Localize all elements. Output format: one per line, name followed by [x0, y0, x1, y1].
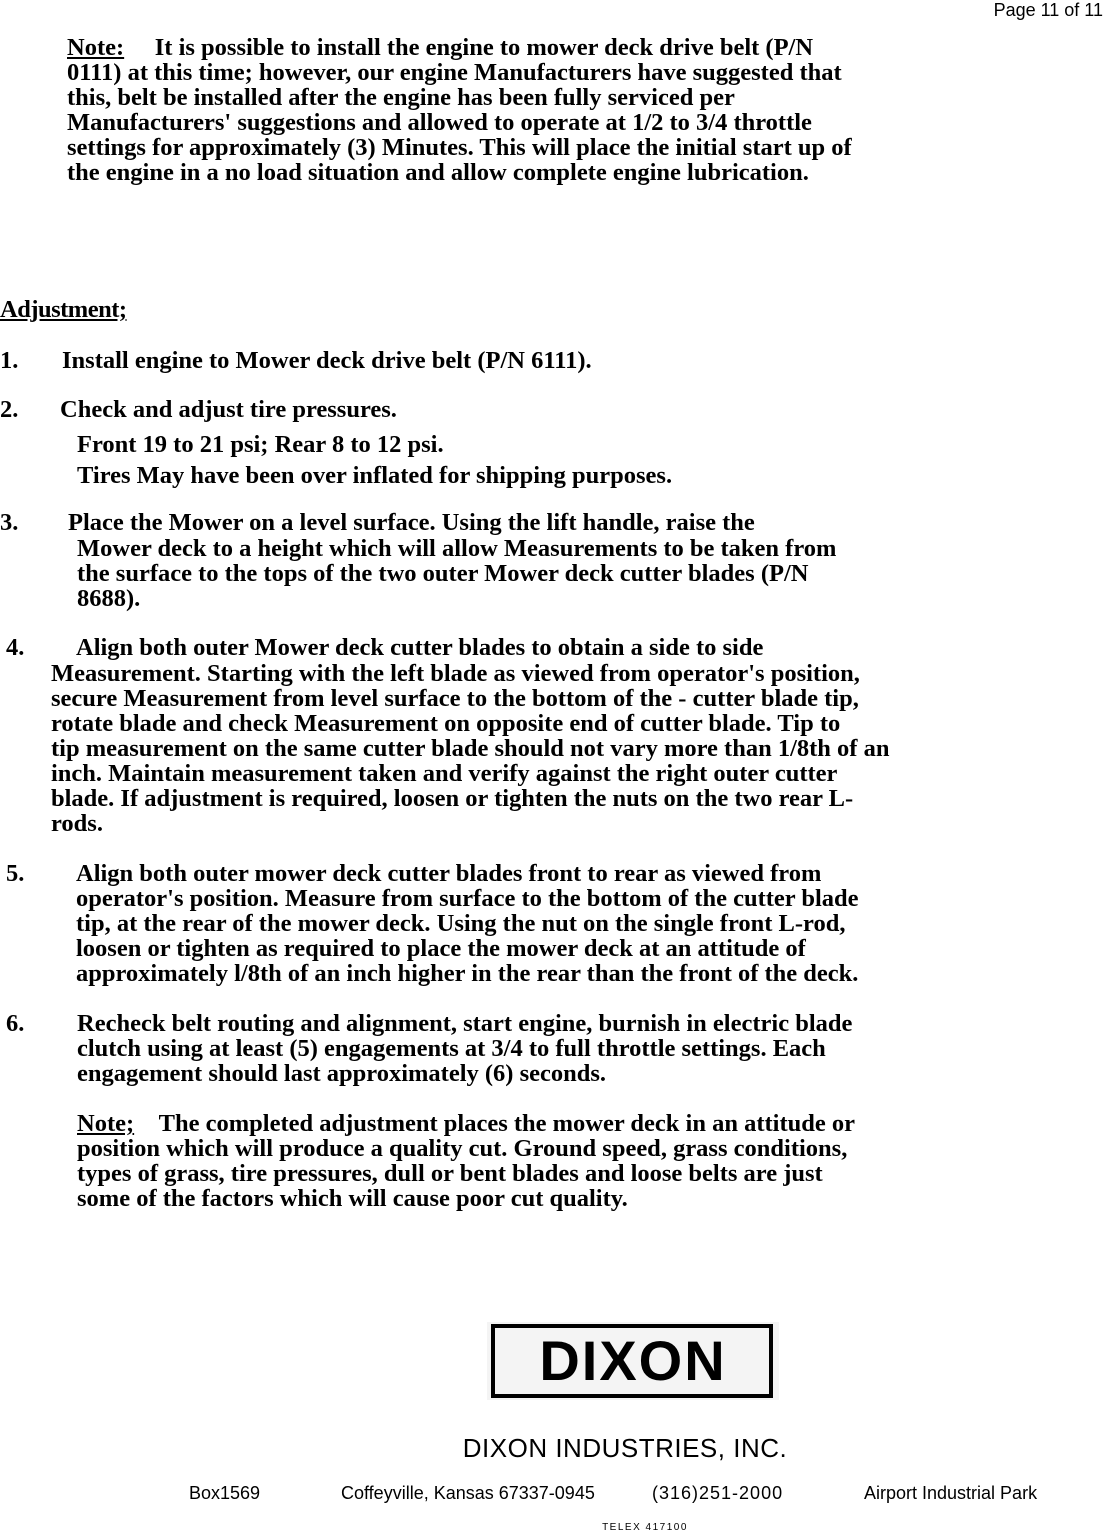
step-line: inch. Maintain measurement taken and verify against the right outer cutter	[51, 760, 838, 787]
step-text	[77, 1011, 852, 1086]
step-text	[68, 510, 755, 535]
closing-note-line-3: types of grass, tire pressures, dull or bent blades and loose belts are just	[77, 1160, 823, 1187]
closing-note-label: Note;	[77, 1110, 135, 1137]
dixon-logo	[487, 1322, 779, 1400]
park-name: Airport Industrial Park	[864, 1483, 1038, 1503]
closing-note-line-1	[77, 1111, 855, 1136]
step-line: Align both outer mower deck cutter blades front to rear as viewed from	[76, 860, 822, 887]
step-number: 3.	[0, 509, 19, 536]
step-line: secure Measurement from level surface to the bottom of the - cutter blade tip,	[51, 685, 859, 712]
phone-number: (316)251-2000	[652, 1483, 784, 1503]
closing-note	[77, 1111, 855, 1211]
closing-note-line-2: position which will produce a quality cut. Ground speed, grass conditions,	[77, 1135, 848, 1162]
step-number: 5.	[6, 860, 25, 887]
step-text	[62, 348, 592, 373]
step-number: 4.	[6, 634, 25, 661]
step-line: Install engine to Mower deck drive belt (P/N 6111).	[62, 347, 592, 374]
note-text: It is possible to install the engine to mower deck drive belt (P/N	[154, 34, 814, 61]
step-number: 2.	[0, 396, 19, 423]
step-line: Tires May have been over inflated for shipping purposes.	[77, 462, 673, 489]
step-line: engagement should last approximately (6) seconds.	[77, 1060, 607, 1087]
step-text-continued	[77, 429, 672, 491]
step-number: 6.	[6, 1010, 25, 1037]
step-line: tip measurement on the same cutter blade should not vary more than 1/8th of an	[51, 735, 890, 762]
step-line: Place the Mower on a level surface. Using the lift handle, raise the	[68, 509, 755, 536]
step-text	[76, 861, 859, 986]
step-line: Check and adjust tire pressures.	[60, 396, 397, 423]
step-line: loosen or tighten as required to place the mower deck at an attitude of	[76, 935, 806, 962]
step-line: the surface to the tops of the two outer Mower deck cutter blades (P/N	[77, 560, 809, 587]
step-text	[60, 397, 397, 422]
note-line-1	[67, 35, 852, 60]
note-line-5: settings for approximately (3) Minutes. This will place the initial start up of	[67, 134, 852, 161]
step-line: tip, at the rear of the mower deck. Using the nut on the single front L-rod,	[76, 910, 846, 937]
step-text-continued	[51, 661, 889, 836]
note-line-4: Manufacturers' suggestions and allowed to operate at 1/2 to 3/4 throttle	[67, 109, 812, 136]
note-line-2: 0111) at this time; however, our engine Manufacturers have suggested that	[67, 59, 842, 86]
step-line: operator's position. Measure from surface to the bottom of the cutter blade	[76, 885, 859, 912]
note-label: Note:	[67, 34, 125, 61]
city-address: Coffeyville, Kansas 67337-0945	[341, 1483, 595, 1503]
intro-note	[67, 35, 852, 185]
step-line: rotate blade and check Measurement on opposite end of cutter blade. Tip to	[51, 710, 841, 737]
step-number: 1.	[0, 347, 19, 374]
company-name: DIXON INDUSTRIES, INC.	[462, 1433, 788, 1463]
step-line: 8688).	[77, 585, 141, 612]
note-line-3: this, belt be installed after the engine has been fully serviced per	[67, 84, 735, 111]
step-line: rods.	[51, 810, 103, 837]
adjustment-heading: Adjustment;	[0, 296, 127, 323]
step-line: approximately l/8th of an inch higher in the rear than the front of the deck.	[76, 960, 859, 987]
dixon-logo-graphic	[487, 1322, 779, 1400]
step-line: Measurement. Starting with the left blade as viewed from operator's position,	[51, 660, 860, 687]
step-text	[76, 635, 763, 660]
page-number: Page 11 of 11	[993, 0, 1103, 20]
telex-number: TELEX 417100	[602, 1522, 688, 1533]
step-text-continued	[77, 536, 836, 611]
note-line-6: the engine in a no load situation and allow complete engine lubrication.	[67, 159, 809, 186]
po-box: Box1569	[189, 1483, 261, 1503]
step-line: Mower deck to a height which will allow Measurements to be taken from	[77, 535, 837, 562]
step-line: clutch using at least (5) engagements at 3/4 to full throttle settings. Each	[77, 1035, 826, 1062]
step-line: Front 19 to 21 psi; Rear 8 to 12 psi.	[77, 431, 444, 458]
closing-note-text: The completed adjustment places the mower deck in an attitude or	[158, 1110, 856, 1137]
step-line: Recheck belt routing and alignment, start engine, burnish in electric blade	[77, 1010, 853, 1037]
logo-lettering: DIXON	[539, 1329, 727, 1392]
step-line: blade. If adjustment is required, loosen or tighten the nuts on the two rear L-	[51, 785, 854, 812]
closing-note-line-4: some of the factors which will cause poor cut quality.	[77, 1185, 628, 1212]
step-line: Align both outer Mower deck cutter blades to obtain a side to side	[76, 634, 764, 661]
